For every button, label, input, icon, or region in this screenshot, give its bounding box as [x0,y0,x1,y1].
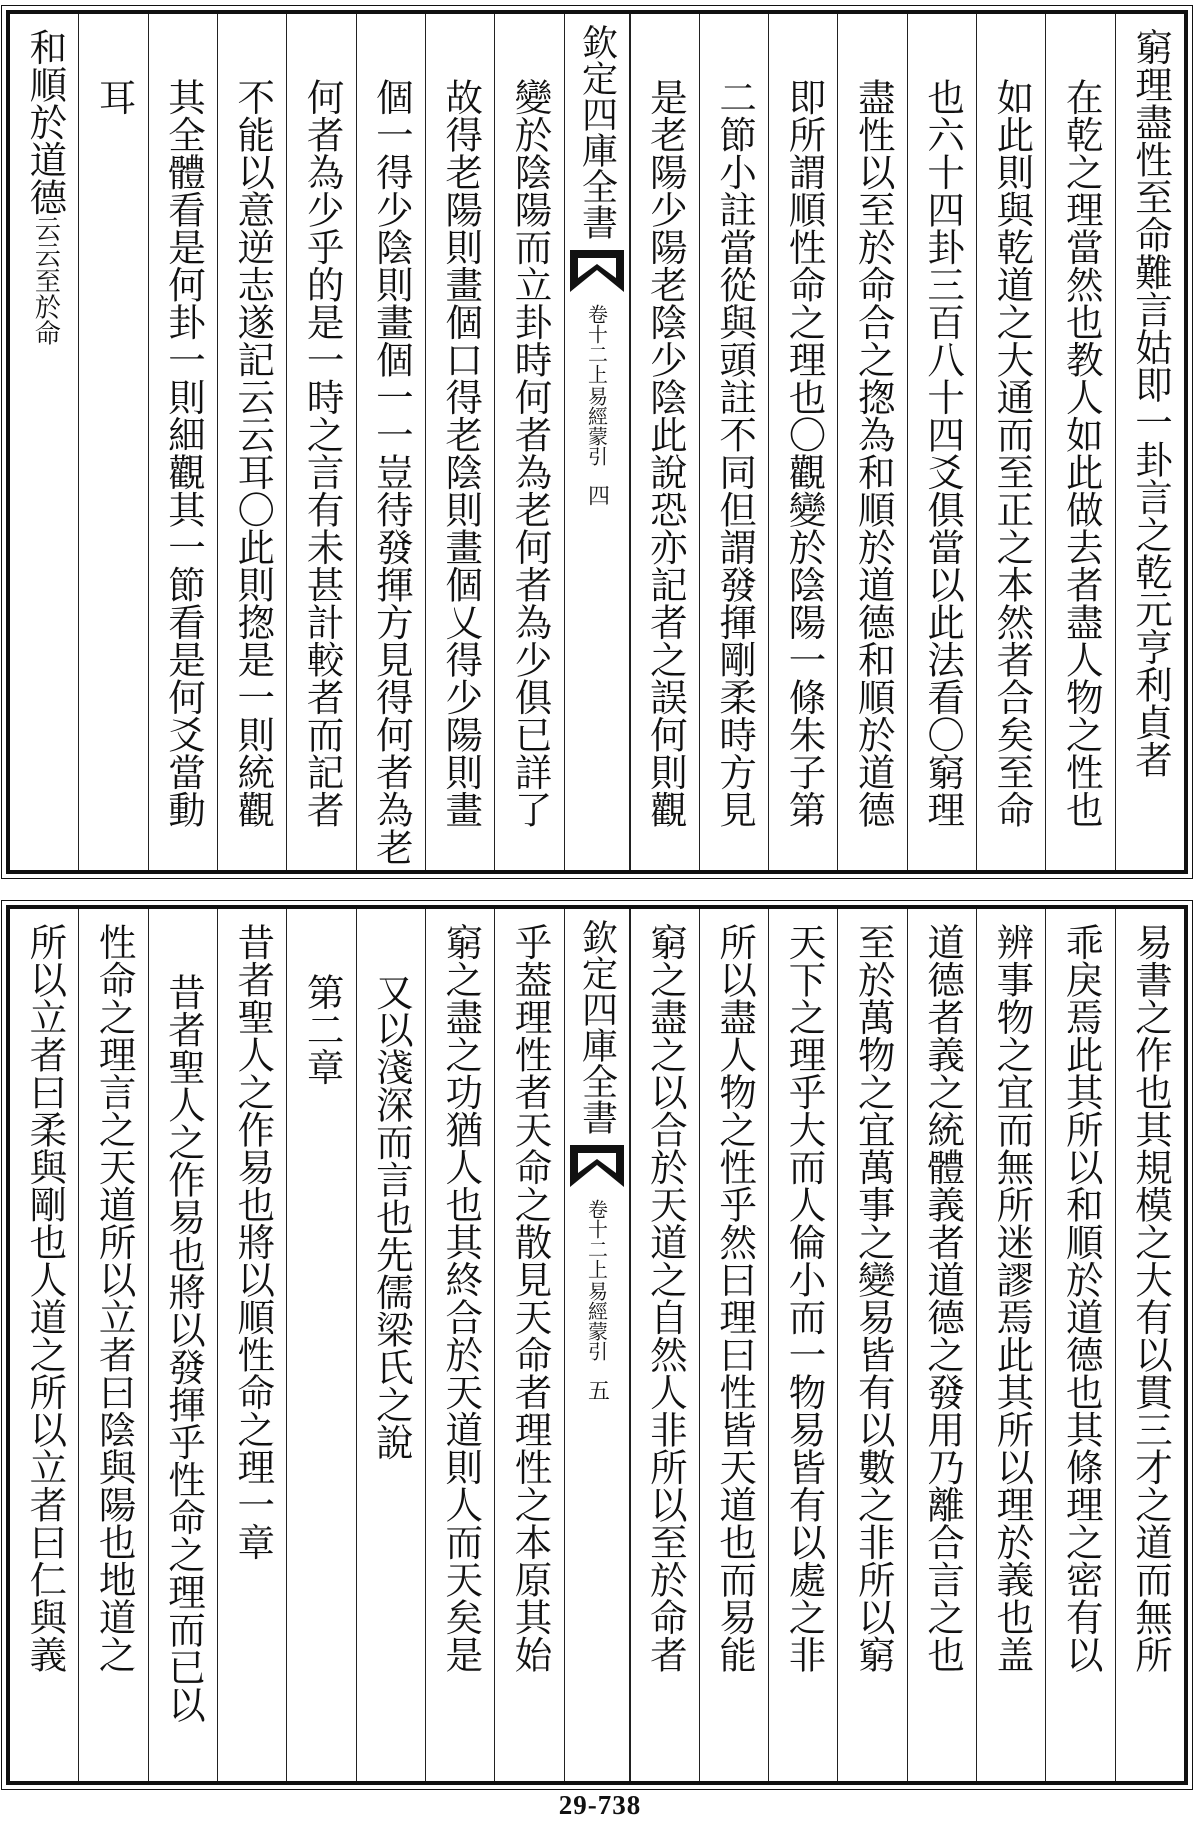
book-info [586,1199,608,1361]
book-title: 易經蒙引 [584,1281,609,1361]
collection-title: 欽定四庫全書 [576,919,618,1135]
text-column: 即所謂順性命之理也〇觀變於陰陽一條朱子第 [768,14,837,870]
interlinear-note: 云云至於命 [30,215,61,346]
page-number: 四 [584,484,610,506]
text-column: 二節小註當從與頭註不同但謂發揮剛柔時方見 [699,14,768,870]
text-column: 乎葢理性者天命之散見天命者理性之本原其始 [494,909,563,1781]
text-column: 個一得少陰則畫個一一豈待發揮方見得何者為老 [356,14,425,870]
chapter-heading: 第二章 [286,909,355,1781]
text-column: 其全體看是何卦一則細觀其一節看是何爻當動 [148,14,217,870]
text-column: 辨事物之宜而無所迷謬焉此其所以理於義也盖 [976,909,1045,1781]
text-column: 易書之作也其規模之大有以貫三才之道而無所 [1115,909,1184,1781]
text-column: 所以盡人物之性乎然曰理曰性皆天道也而易能 [699,909,768,1781]
text-column: 所以立者曰柔與剛也人道之所以立者曰仁與義 [23,923,68,1673]
text-column: 耳 [78,14,147,870]
text-column: 至於萬物之宜萬事之變易皆有以數之非所以窮 [837,909,906,1781]
text-column: 何者為少乎的是一時之言有未甚計較者而記者 [286,14,355,870]
text-column: 盡性以至於命合之揔為和順於道德和順於道德 [837,14,906,870]
text-column: 窮之盡之功猶人也其終合於天道則人而天矣是 [425,909,494,1781]
text-column: 故得老陽則畫個口得老陰則畫個乂得少陽則畫 [425,14,494,870]
text-column: 也六十四卦三百八十四爻俱當以此法看〇窮理 [907,14,976,870]
page-code-footer: 29-738 [558,1790,642,1820]
text-column: 是老陽少陽老陰少陰此說恐亦記者之誤何則觀 [630,14,699,870]
text-column: 不能以意逆志遂記云云耳〇此則揔是一則統觀 [217,14,286,870]
volume-label: 卷十二上 [584,1199,609,1279]
fish-tail-ornament-icon [568,1143,626,1189]
center-margin-strip [564,909,630,1781]
upper-page [6,10,1188,874]
lower-page [6,905,1188,1785]
text-column-with-note [10,14,78,870]
book-title: 易經蒙引 [584,386,609,466]
book-info [586,304,608,466]
text-column: 如此則與乾道之大通而至正之本然者合矣至命 [976,14,1045,870]
volume-label: 卷十二上 [584,304,609,384]
text-column: 道德者義之統體義者道德之發用乃離合言之也 [907,909,976,1781]
upper-page-columns [10,14,1184,870]
text-column: 變於陰陽而立卦時何者為老何者為少俱已詳了 [494,14,563,870]
text-column: 性命之理言之天道所以立者曰陰與陽也地道之 [78,909,147,1781]
text-column: 天下之理乎大而人倫小而一物易皆有以處之非 [768,909,837,1781]
collection-title: 欽定四庫全書 [576,24,618,240]
main-text: 和順於道德 [23,28,68,216]
text-column: 在乾之理當然也教人如此做去者盡人物之性也 [1045,14,1114,870]
text-column: 昔者聖人之作易也將以順性命之理一章 [217,909,286,1781]
text-column: 乖戾焉此其所以和順於道德也其條理之密有以 [1045,909,1114,1781]
text-column: 窮之盡之以合於天道之自然人非所以至於命者 [630,909,699,1781]
page-number: 五 [584,1379,610,1401]
text-column: 窮理盡性至命難言姑即一卦言之乾元亨利貞者 [1115,14,1184,870]
text-column: 昔者聖人之作易也將以發揮乎性命之理而已以 [148,909,217,1781]
text-column: 又以淺深而言也先儒梁氏之說 [356,909,425,1781]
fish-tail-ornament-icon [568,248,626,294]
center-margin-strip [564,14,630,870]
lower-page-columns [10,909,1184,1781]
